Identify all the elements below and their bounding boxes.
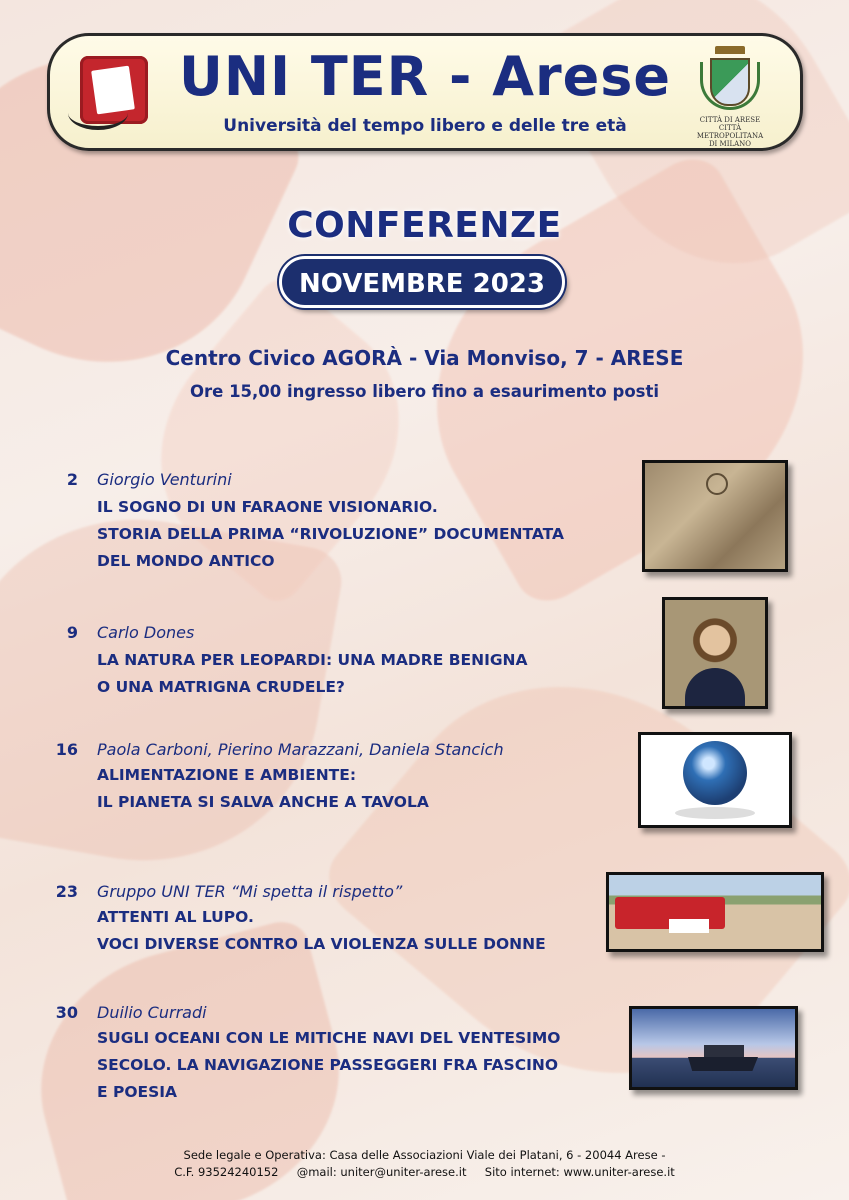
page-subtitle: Università del tempo libero e delle tre età: [223, 116, 627, 136]
event-title: LA NATURA PER LEOPARDI: UNA MADRE BENIGNA O UNA MATRIGNA CRUDELE?: [97, 651, 528, 696]
event-day: 2: [66, 470, 78, 489]
footer-contacts: C.F. 93524240152 @mail: uniter@uniter-arese.it Sito internet: www.uniter-arese.it: [174, 1165, 675, 1179]
event-day: 23: [55, 882, 78, 901]
event-speaker: Carlo Dones: [97, 623, 195, 642]
footer-address: Sede legale e Operativa: Casa delle Associazioni Viale dei Platani, 6 - 20044 Arese -: [183, 1148, 666, 1162]
crest-caption: CITTÀ DI ARESE CITTÀ METROPOLITANA DI MILANO: [696, 116, 764, 148]
section-heading: CONFERENZE: [287, 205, 562, 246]
event-speaker: Paola Carboni, Pierino Marazzani, Daniela Stancich: [97, 740, 504, 759]
event-day: 16: [55, 740, 78, 759]
event-day: 30: [55, 1003, 78, 1022]
event-title: SUGLI OCEANI CON LE MITICHE NAVI DEL VENTESIMO SECOLO. LA NAVIGAZIONE PASSEGGERI FRA FASCINO E POESIA: [97, 1029, 561, 1101]
event-title: ATTENTI AL LUPO. VOCI DIVERSE CONTRO LA VIOLENZA SULLE DONNE: [97, 908, 546, 953]
event-speaker: Giorgio Venturini: [97, 470, 232, 489]
event-title: ALIMENTAZIONE E AMBIENTE: IL PIANETA SI SALVA ANCHE A TAVOLA: [97, 766, 429, 811]
event-day: 9: [66, 623, 78, 642]
city-crest: [690, 46, 770, 146]
footer-contact: [0, 1147, 849, 1181]
red-bench-image: [606, 872, 824, 952]
event-title: IL SOGNO DI UN FARAONE VISIONARIO. STORIA DELLA PRIMA “RIVOLUZIONE” DOCUMENTATA DEL MONDO ANTICO: [97, 498, 565, 570]
event-hours: Ore 15,00 ingresso libero fino a esaurimento posti: [189, 382, 660, 401]
header-banner: [47, 33, 803, 151]
earth-on-plate-image: [638, 732, 792, 828]
page-title: UNI TER - Arese: [178, 45, 672, 108]
leopardi-portrait-image: [662, 597, 768, 709]
venue-address: Centro Civico AGORÀ - Via Monviso, 7 - ARESE: [165, 346, 684, 370]
ocean-liner-image: [629, 1006, 798, 1090]
event-speaker: Gruppo UNI TER “Mi spetta il rispetto”: [97, 882, 403, 901]
month-badge: NOVEMBRE 2023: [279, 256, 565, 308]
crown-icon: [715, 46, 745, 54]
egyptian-relief-image: [642, 460, 788, 572]
wreath-icon: [700, 62, 760, 110]
event-speaker: Duilio Curradi: [97, 1003, 207, 1022]
